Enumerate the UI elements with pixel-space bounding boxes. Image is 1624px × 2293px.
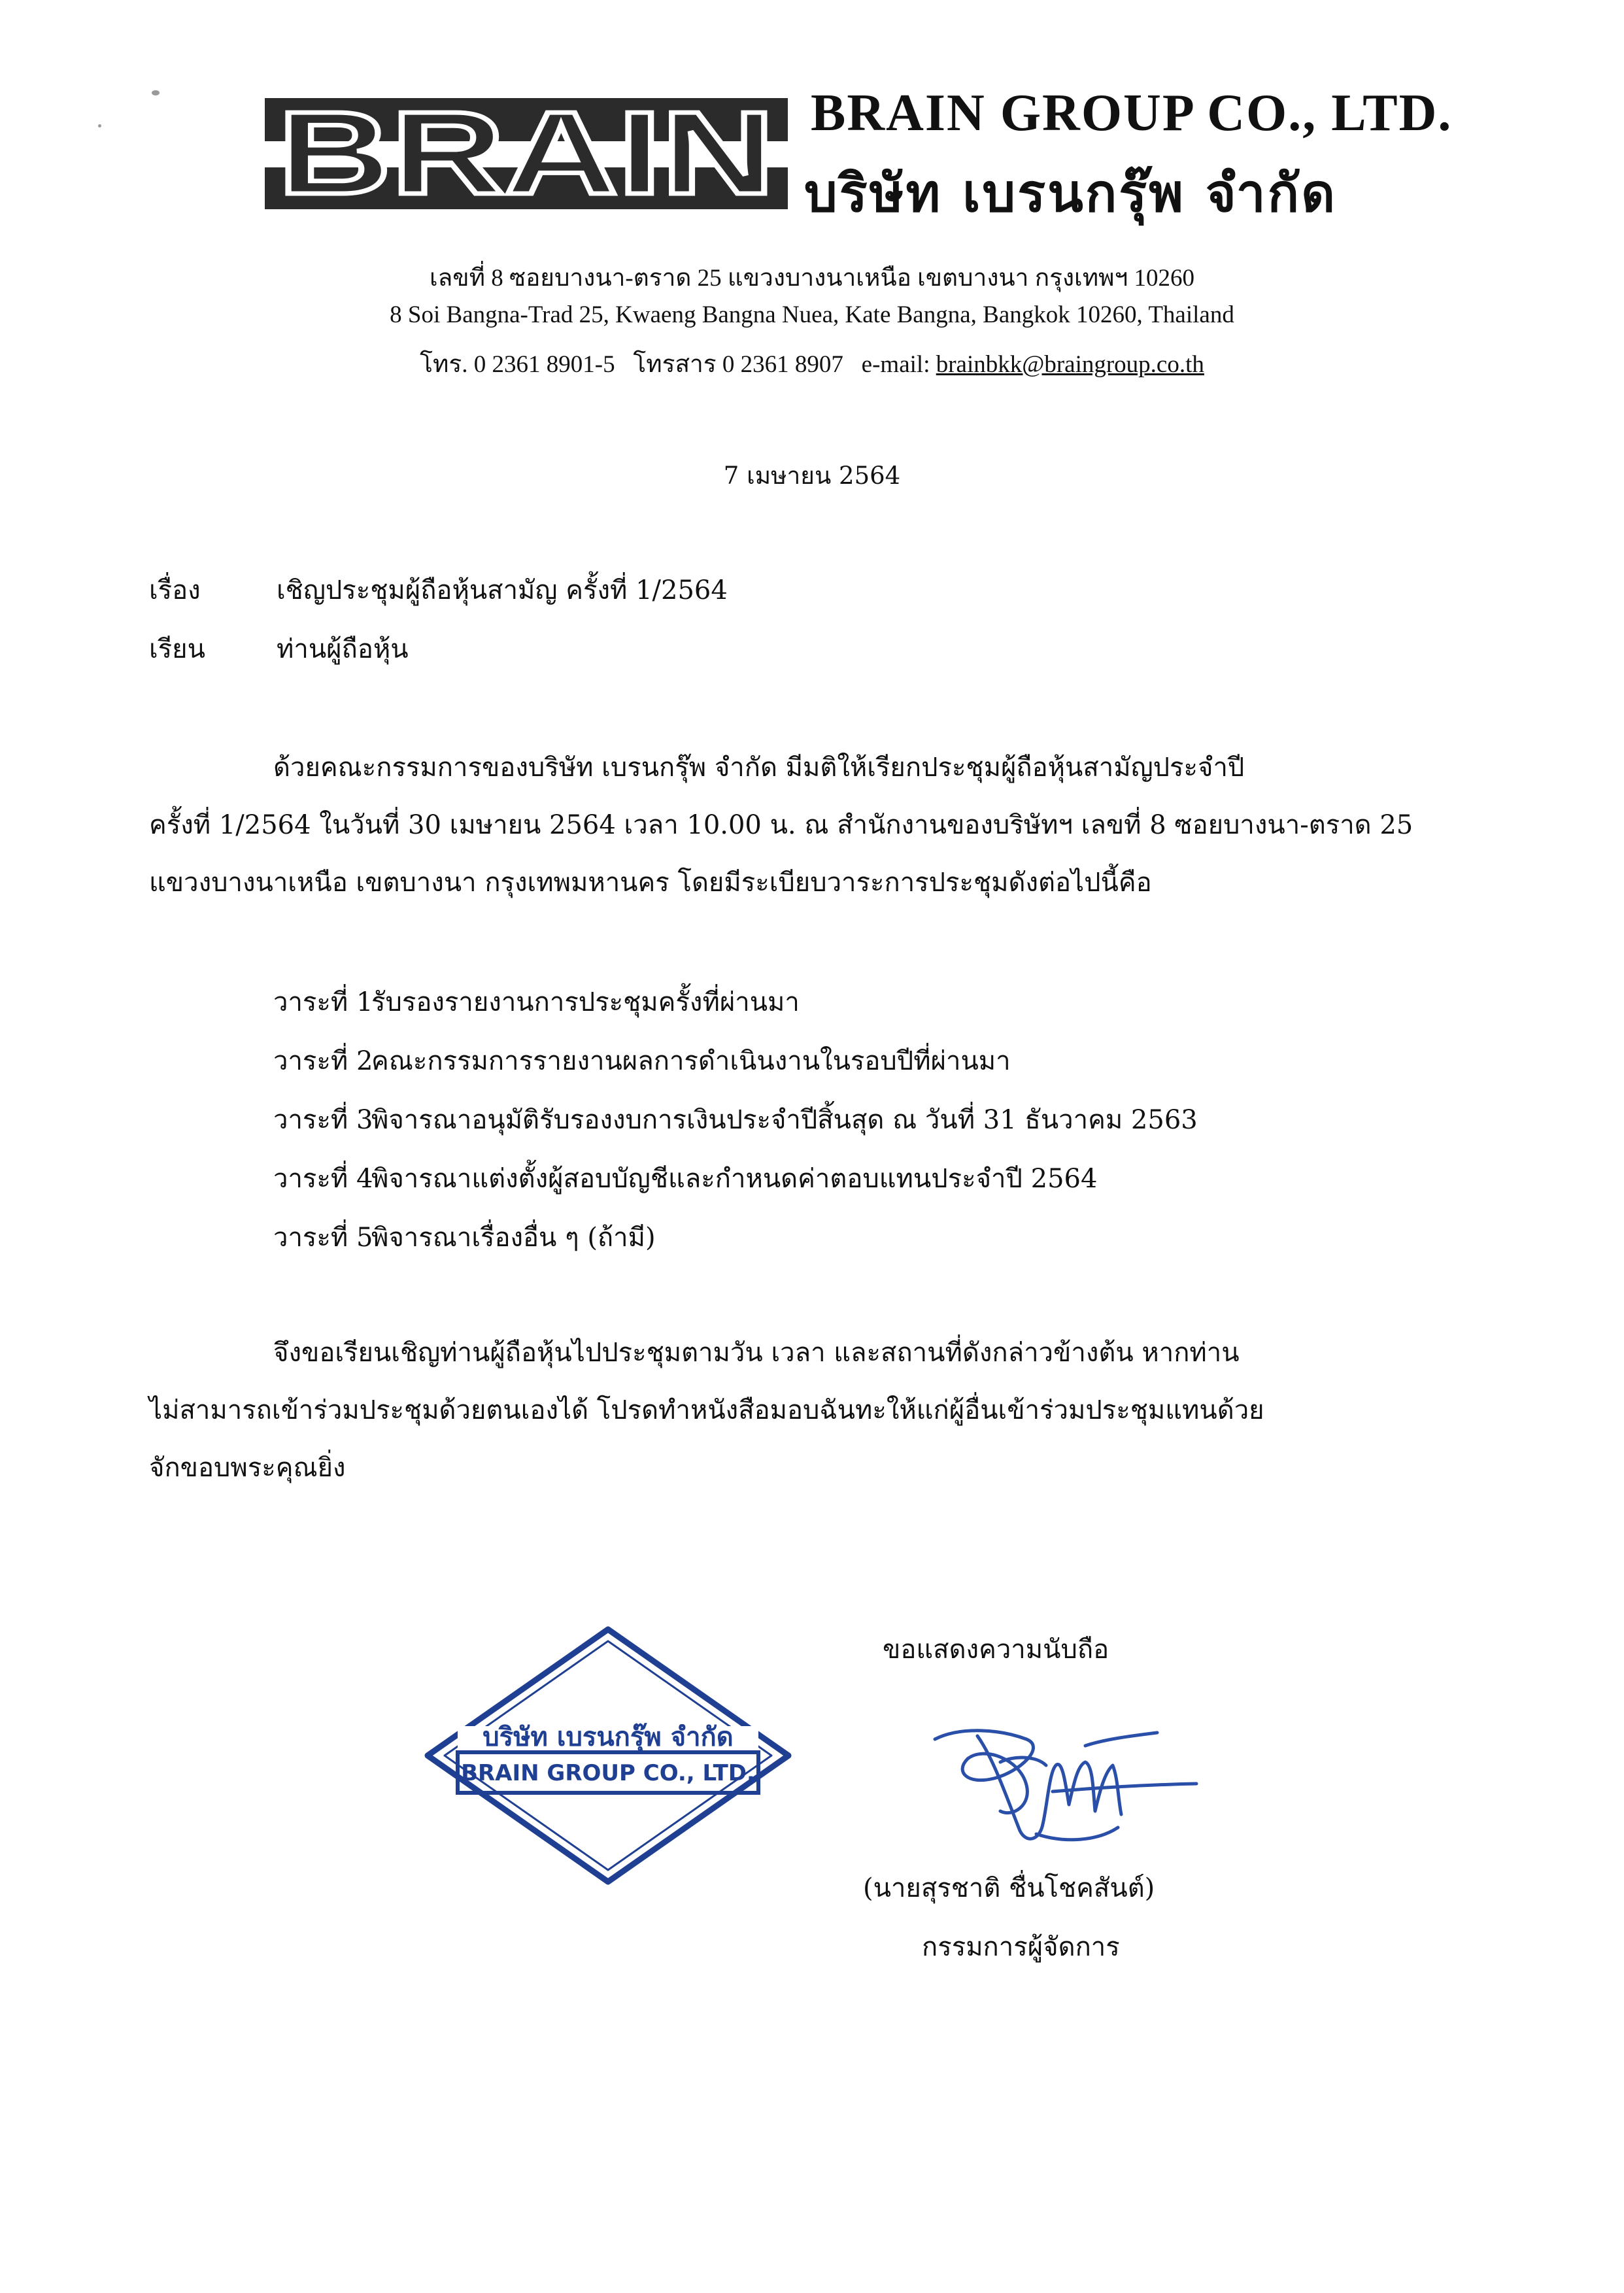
email-link[interactable]: brainbkk@braingroup.co.th (936, 351, 1204, 378)
intro-line: ครั้งที่ 1/2564 ในวันที่ 30 เมษายน 2564 เวลา 10.00 น. ณ สำนักงานของบริษัทฯ เลขที่ 8 ซอยบางนา-ตราด 25 (149, 810, 1413, 840)
agenda-number: วาระที่ 5 (273, 1223, 373, 1253)
stamp-text-th: บริษัท เบรนกรุ๊พ จำกัด (482, 1722, 734, 1752)
agenda-item (273, 1040, 1011, 1081)
address-th: เลขที่ 8 ซอยบางนา-ตราด 25 แขวงบางนาเหนือ เขตบางนา กรุงเทพฯ 10260 (429, 265, 1195, 292)
agenda-number: วาระที่ 3 (273, 1105, 373, 1135)
agenda-item (273, 981, 800, 1023)
recipient-text: ท่านผู้ถือหุ้น (277, 634, 409, 664)
scan-speck (152, 90, 160, 95)
subject-row (149, 569, 728, 611)
agenda-number: วาระที่ 4 (273, 1164, 373, 1194)
closing-paragraph (149, 1324, 1466, 1497)
contact-phone-fax: โทร. 0 2361 8901-5 โทรสาร 0 2361 8907 e-mail: (420, 351, 936, 378)
intro-line: ด้วยคณะกรรมการของบริษัท เบรนกรุ๊พ จำกัด มีมติให้เรียกประชุมผู้ถือหุ้นสามัญประจำปี (273, 753, 1245, 783)
address-en: 8 Soi Bangna-Trad 25, Kwaeng Bangna Nuea, Kate Bangna, Bangkok 10260, Thailand (390, 301, 1234, 328)
handwritten-signature (922, 1700, 1210, 1857)
closing-salutation: ขอแสดงความนับถือ (883, 1635, 1109, 1665)
closing-line: จึงขอเรียนเชิญท่านผู้ถือหุ้นไปประชุมตามวัน เวลา และสถานที่ดังกล่าวข้างต้น หากท่าน (273, 1338, 1240, 1368)
signer-title: กรรมการผู้จัดการ (922, 1932, 1120, 1962)
scan-speck (98, 124, 101, 127)
intro-line: แขวงบางนาเหนือ เขตบางนา กรุงเทพมหานคร โดยมีระเบียบวาระการประชุมดังต่อไปนี้คือ (149, 868, 1152, 898)
logo-text: BRAIN (278, 98, 775, 209)
agenda-item (273, 1098, 1198, 1140)
agenda-item (273, 1157, 1097, 1199)
agenda-item (273, 1216, 656, 1258)
stamp-text-en: BRAIN GROUP CO., LTD. (461, 1760, 755, 1786)
company-name-en: BRAIN GROUP CO., LTD. (811, 84, 1453, 142)
letter-date: 7 เมษายน 2564 (723, 462, 901, 490)
recipient-label: เรียน (149, 634, 205, 664)
subject-label: เรื่อง (149, 575, 201, 605)
agenda-text: พิจารณาแต่งตั้งผู้สอบบัญชีและกำหนดค่าตอบแทนประจำปี 2564 (371, 1164, 1098, 1194)
agenda-text: พิจารณาเรื่องอื่น ๆ (ถ้ามี) (371, 1223, 656, 1253)
agenda-number: วาระที่ 2 (273, 1046, 373, 1076)
agenda-number: วาระที่ 1 (273, 987, 373, 1017)
recipient-row (149, 628, 409, 670)
company-name-th: บริษัท เบรนกรุ๊พ จำกัด (804, 163, 1338, 224)
intro-paragraph (149, 739, 1466, 911)
agenda-text: รับรองรายงานการประชุมครั้งที่ผ่านมา (371, 987, 800, 1017)
company-stamp (418, 1622, 798, 1890)
contact-line (0, 345, 1624, 383)
subject-text: เชิญประชุมผู้ถือหุ้นสามัญ ครั้งที่ 1/2564 (277, 575, 728, 605)
brain-logo (265, 98, 788, 209)
agenda-text: คณะกรรมการรายงานผลการดำเนินงานในรอบปีที่ผ่านมา (371, 1046, 1011, 1076)
closing-line: จักขอบพระคุณยิ่ง (149, 1453, 346, 1483)
closing-line: ไม่สามารถเข้าร่วมประชุมด้วยตนเองได้ โปรดทำหนังสือมอบฉันทะให้แก่ผู้อื่นเข้าร่วมประชุมแทนด้วย (149, 1395, 1264, 1425)
agenda-text: พิจารณาอนุมัติรับรองงบการเงินประจำปีสิ้นสุด ณ วันที่ 31 ธันวาคม 2563 (371, 1105, 1198, 1135)
signer-name: (นายสุรชาติ ชื่นโชคสันต์) (863, 1873, 1155, 1903)
